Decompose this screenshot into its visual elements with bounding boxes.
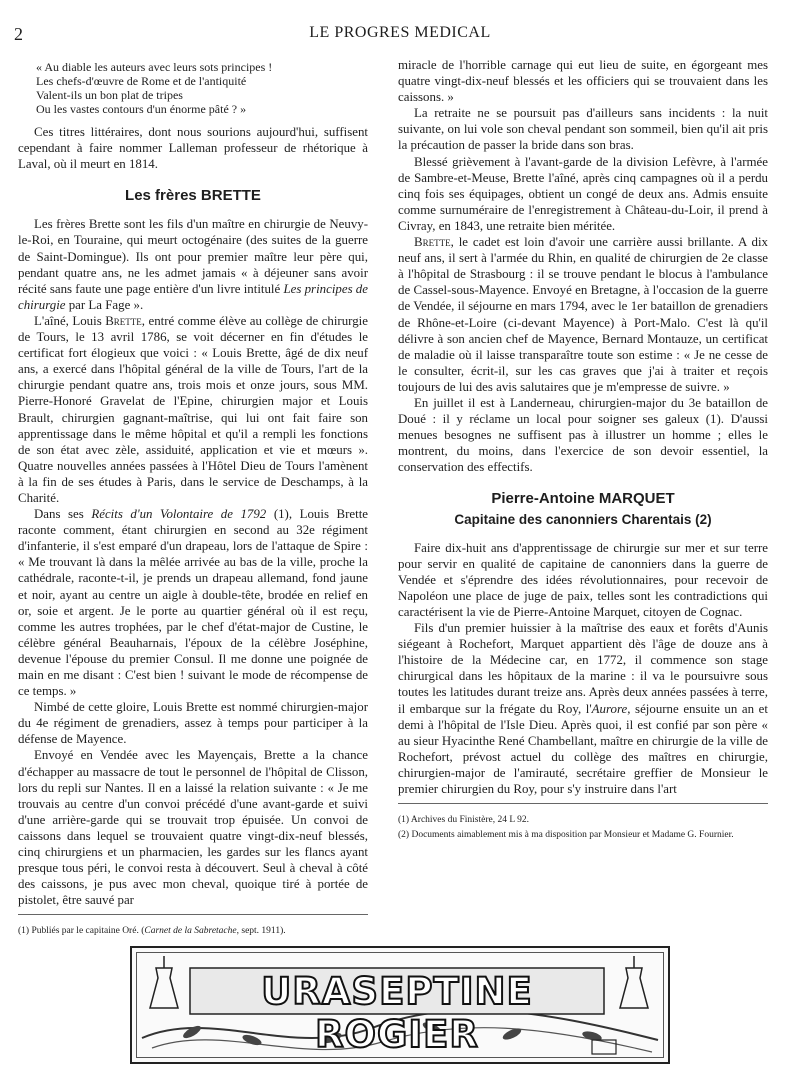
footnote: (2) Documents aimablement mis à ma disposition par Monsieur et Madame G. Fournier. — [398, 830, 734, 841]
section-subtitle: Capitaine des canonniers Charentais (2) — [454, 511, 712, 527]
paragraph: Dans ses Récits d'un Volontaire de 1792 (1), Louis Brette raconte comment, étant chirurgien en second au 32e régiment d'infanterie, il s'est emparé d'un drapeau, lors de l'attaque de Spire : « Me trouvant là dans la mêlée arrivée au bas de la ville, proche la cathédrale, raconte-t-il, je prends un drapeau allemand, fond jaune et noir, ayant au centre un aigle à double-tête, brodée en relief en or, soie et argent. Je le porte au quartier général où il est reçu, comme les autres trophées, par le chef d'état-major de Custine, le célèbre général Beauharnais, l'époux de la célèbre Joséphine, devenue l'épouse du premier Consul. Il me donne une poignée de main en me disant : C'est bien ! suivant le mode de récompense de ce temps. » — [18, 507, 368, 699]
paragraph: La retraite ne se poursuit pas d'ailleurs sans incidents : la nuit suivante, on lui vole son cheval pendant son sommeil, bien qu'il ait pris la précaution de passer la bride dans son bras. — [398, 106, 768, 153]
paragraph: En juillet il est à Landerneau, chirurgien-major du 3e bataillon de Doué : il y réclame un local pour soigner ses galeux (1). D'aussi menues besognes ne suffisent pas à illustrer un homme ; elles le montrent, du moins, dans l'exercice de son devoir essentiel, la conservation des effectifs. — [398, 395, 768, 475]
verse-line: Valent-ils un bon plat de tripes — [36, 88, 183, 102]
paragraph: Fils d'un premier huissier à la maîtrise des eaux et forêts d'Aunis siégeant à Rochefort, Marquet appartient dès l'âge de douze ans à l'histoire de la Médecine car, en 1772, il commence son stage chirurgical dans les hôpitaux de la marine : il va le poursuivre sous toutes les latitudes durant treize ans. Après deux années passées à terre, il embarque sur la frégate du Roy, l'Aurore, séjourne ensuite un an et demi à l'hôpital de l'Isle Dieu. Après quoi, il est confié par son père « au sieur Hyacinthe René Chambellant, maître en chirurgie de la ville de Rochefort, prévost actuel du collège des maîtres en chirurgie, chirurgien-major de l'amirauté, secrétaire greffier de Monsieur le premier chirurgien du Roy, pour s'y instruire dans l'art — [398, 621, 768, 797]
paragraph: Nimbé de cette gloire, Louis Brette est nommé chirurgien-major du 4e régiment de grenadiers, assez à temps pour participer à la défense de Mayence. — [18, 700, 368, 747]
footnote: (1) Archives du Finistère, 24 L 92. — [398, 815, 530, 826]
section-title-brette: Les frères BRETTE — [125, 187, 261, 205]
paragraph: Faire dix-huit ans d'apprentissage de chirurgie sur mer et sur terre pour servir en qualité de capitaine de canonniers dans la guerre de Vendée et s'éprendre des idées révolutionnaires, pour recevoir de Napoléon une place de juge de paix, telles sont les contradictions qui caractérisent la vie de Pierre-Antoine Marquet, citoyen de Cognac. — [398, 540, 768, 619]
right-column — [398, 57, 768, 842]
footnote: (1) Publiés par le capitaine Oré. (Carnet de la Sabretache, sept. 1911). — [18, 926, 286, 937]
paragraph: L'aîné, Louis Brette, entré comme élève au collège de chirurgie de Tours, le 13 avril 1786, se voit décerner en fin d'études le certificat fort élogieux que voici : « Louis Brette, âgé de dix neuf ans, a exercé dans l'hôpital général de la ville de Tours, l'art de la chirurgie pendant quatre ans, trois mois et onze jours, sous MM. Pierre-Honoré Gravelat de l'Epine, chirurgien major et Louis Brault, chirurgien gagnant-maîtrise, qui lui ont fait faire son apprentissage dans le même hôpital et qu'il a rempli les fonctions de son état avec zèle, assiduité, application et vie et mœurs ». Quatre nouvelles années passées à l'Hôtel Dieu de Tours l'amènent à la fin de ses études à Paris, dans le service de Deschamps, à la Charité. — [18, 313, 368, 505]
advertisement-banner — [130, 946, 670, 1064]
footnote-divider — [398, 803, 768, 804]
paragraph: Brette, le cadet est loin d'avoir une carrière aussi brillante. A dix neuf ans, il sert à l'armée du Rhin, en qualité de chirurgien de 2e classe à l'hôpital de Strasbourg : il se trouve pendant le blocus à l'ambulance de Cassel-sous-Mayence. Envoyé en Bretagne, à l'occasion de la guerre de Vendée, il séjourne en mars 1794, avec le 1er bataillon de grenadiers de Rhône-et-Loire (ci-devant Mayence) à Port-Malo. C'est là qu'il délivre à son ancien chef de Mayence, Bernard Montauze, un certificat de maladie où il laisse transparaître toute son estime : « Je ne cesse de le consulter, écrit-il, sur les cas graves que j'ai à traiter et reçois toujours de lui des avis salutaires que je m'empresse de suivre. » — [398, 235, 768, 394]
verse-quote — [18, 60, 368, 116]
running-title: LE PROGRES MEDICAL — [309, 24, 491, 41]
paragraph: Blessé grièvement à l'avant-garde de la division Lefèvre, à l'armée de Sambre-et-Meuse, Brette l'aîné, après cinq campagnes où il a perdu cinq fois ses équipages, obtient un congé de deux ans. Admis ensuite comme surnuméraire de l'enregistrement à Château-du-Loir, il prend à Civray, en 1843, une retraite bien méritée. — [398, 154, 768, 233]
paragraph: Les frères Brette sont les fils d'un maître en chirurgie de Neuvy-le-Roi, en Touraine, qui meurt octogénaire (des suites de la guerre de Saint-Domingue). Ils ont pour premier maître leur père qui, pendant quatre ans, ne les admet jamais « à déjeuner sans avoir récité sans faute une page entière d'un livre intitulé Les principes de chirurgie par La Fage ». — [18, 217, 368, 312]
paragraph: Envoyé en Vendée avec les Mayençais, Brette a la chance d'échapper au massacre de tout le personnel de l'hôpital de Clisson, lors du repli sur Nantes. Il en a laissé la relation suivante : « Je me trouvais au centre d'un convoi précédé d'une avant-garde et suivi d'une arrière-garde qui se trouvait trop épuisée. Un convoi de caissons dans lequel se trouvaient quatre vingt-dix-neuf blessés, cinq chirurgiens et un pharmacien, les gardes sur les flancs ayant presque tous péri, le convoi resta à découvert. Seul à cheval à côté des caissons, je pus avec mon cheval, quoique tiré à portée de pistolet, être sauvé par — [18, 748, 368, 908]
left-column — [18, 60, 368, 938]
verse-line: « Au diable les auteurs avec leurs sots principes ! — [36, 60, 273, 74]
paragraph: Ces titres littéraires, dont nous sourions aujourd'hui, suffisent cependant à faire nommer Lalleman professeur de rhétorique à Laval, où il meurt en 1814. — [18, 125, 368, 172]
paragraph: miracle de l'horrible carnage qui eut lieu de suite, en égorgeant mes quatre vingt-dix-neuf blessés et les officiers qui se trouvaient dans les caissons. » — [398, 58, 768, 105]
verse-line: Les chefs-d'œuvre de Rome et de l'antiquité — [36, 74, 247, 88]
section-title-marquet: Pierre-Antoine MARQUET — [491, 490, 675, 508]
advert-brand-text: URASEPTINE ROGIER — [261, 970, 533, 1056]
footnote-divider — [18, 914, 368, 915]
verse-line: Ou les vastes contours d'un énorme pâté ? » — [36, 102, 247, 116]
page-number: 2 — [14, 24, 23, 44]
